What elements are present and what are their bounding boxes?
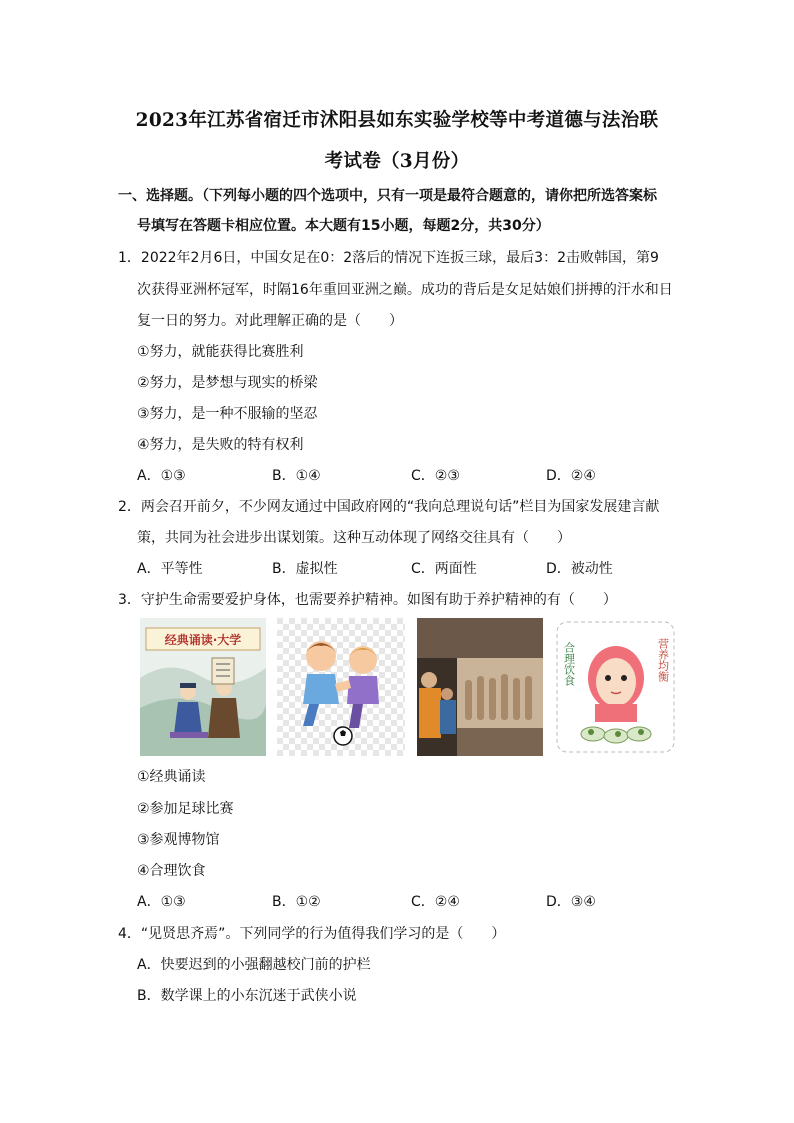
q3-item-4: ④合理饮食 bbox=[137, 863, 206, 879]
q1-option-a: A．①③ bbox=[137, 468, 186, 484]
q1-option-b: B．①④ bbox=[272, 468, 321, 484]
q1-option-c: C．②③ bbox=[411, 468, 460, 484]
q1-item-4: ④努力，是失败的特有权利 bbox=[137, 437, 304, 453]
q1-item-1: ①努力，就能获得比赛胜利 bbox=[137, 344, 304, 360]
classic-reading-caption: 经典诵读·大学 bbox=[164, 633, 242, 647]
exam-title-line1: 2023年江苏省宿迁市沭阳县如东实验学校等中考道德与法治联 bbox=[135, 110, 659, 131]
q3-option-b: B．①② bbox=[272, 894, 321, 910]
q1-stem-line3: 复一日的努力。对此理解正确的是（ ） bbox=[137, 313, 403, 329]
q3-stem-line1: 3．守护生命需要爱护身体，也需要养护精神。如图有助于养护精神的有（ ） bbox=[118, 592, 617, 608]
q3-item-1: ①经典诵读 bbox=[137, 769, 206, 785]
q1-stem-line1: 1．2022年2月6日，中国女足在0：2落后的情况下连扳三球，最后3：2击败韩国，第9 bbox=[118, 250, 659, 266]
q4-stem-line1: 4．“见贤思齐焉”。下列同学的行为值得我们学习的是（ ） bbox=[118, 926, 506, 942]
q4-option-b: B．数学课上的小东沉迷于武侠小说 bbox=[137, 988, 357, 1004]
q1-option-d: D．②④ bbox=[546, 468, 596, 484]
q1-item-3: ③努力，是一种不服输的坚忍 bbox=[137, 406, 318, 422]
q3-item-3: ③参观博物馆 bbox=[137, 832, 220, 848]
q1-item-2: ②努力，是梦想与现实的桥梁 bbox=[137, 375, 318, 391]
q4-option-a: A．快要迟到的小强翻越校门前的护栏 bbox=[137, 957, 371, 973]
healthy-diet-image bbox=[553, 618, 678, 756]
q1-stem-line2: 次获得亚洲杯冠军，时隔16年重回亚洲之巅。成功的背后是女足姑娘们拼搏的汗水和日 bbox=[137, 282, 673, 298]
q2-option-c: C．两面性 bbox=[411, 561, 477, 577]
classic-reading-image bbox=[140, 618, 266, 756]
healthy-diet-left-caption: 合理饮食 bbox=[562, 642, 576, 686]
q2-option-a: A．平等性 bbox=[137, 561, 203, 577]
healthy-diet-right-caption: 营养均衡 bbox=[656, 638, 670, 682]
section-heading-line1: 一、选择题。（下列每小题的四个选项中，只有一项是最符合题意的，请你把所选答案标 bbox=[118, 188, 657, 204]
q3-option-c: C．②④ bbox=[411, 894, 460, 910]
football-match-image bbox=[277, 618, 405, 756]
museum-visit-image bbox=[417, 618, 543, 756]
q2-stem-line2: 策，共同为社会进步出谋划策。这种互动体现了网络交往具有（ ） bbox=[137, 530, 571, 546]
q3-item-2: ②参加足球比赛 bbox=[137, 801, 234, 817]
q3-option-a: A．①③ bbox=[137, 894, 186, 910]
q2-stem-line1: 2．两会召开前夕，不少网友通过中国政府网的“我向总理说句话”栏目为国家发展建言献 bbox=[118, 499, 660, 515]
section-heading-line2: 号填写在答题卡相应位置。本大题有15小题，每题2分，共30分） bbox=[137, 218, 550, 234]
exam-title-line2: 考试卷（3月份） bbox=[324, 151, 470, 172]
q2-option-d: D．被动性 bbox=[546, 561, 613, 577]
q2-option-b: B．虚拟性 bbox=[272, 561, 338, 577]
q3-option-d: D．③④ bbox=[546, 894, 596, 910]
